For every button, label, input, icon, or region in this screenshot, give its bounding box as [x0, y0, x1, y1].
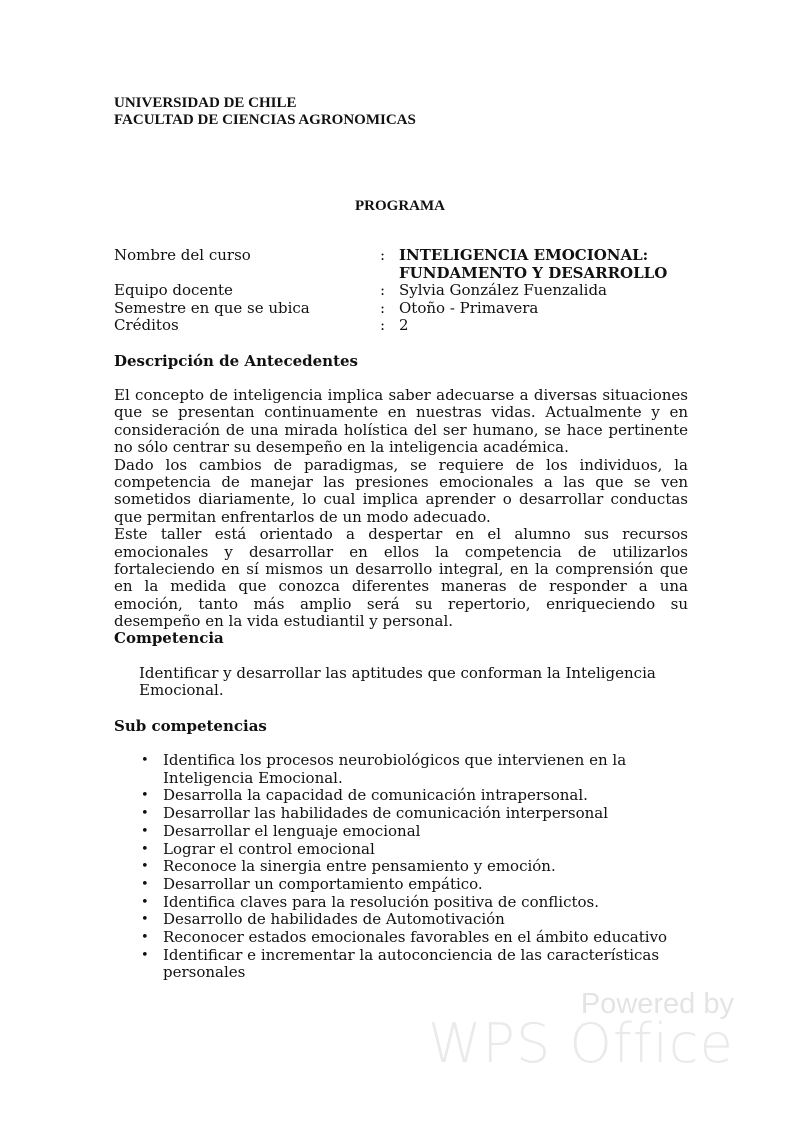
course-info-row: [114, 282, 699, 300]
list-item: • Identifica claves para la resolución positiva de conflictos.: [139, 894, 699, 912]
list-item: • Desarrollar un comportamiento empático.: [139, 876, 699, 894]
sub-competencias-heading: Sub competencias: [114, 717, 267, 735]
list-item: • Identificar e incrementar la autoconciencia de las características personales: [139, 947, 699, 982]
list-item: • Lograr el control emocional: [139, 841, 699, 859]
course-info-label: Equipo docente: [114, 281, 233, 299]
course-info-label: Nombre del curso: [114, 246, 251, 264]
faculty-name: FACULTAD DE CIENCIAS AGRONOMICAS: [114, 112, 416, 128]
description-paragraph: El concepto de inteligencia implica saber adecuarse a diversas situaciones que se presentan continuamente en nuestras vidas. Actualmente y en consideración de una mirada holística del ser humano, se hace pertinente no sólo centrar su desempeño en la inteligencia académica.: [114, 386, 688, 457]
course-name-line-2: FUNDAMENTO Y DESARROLLO: [399, 263, 668, 282]
course-info-value: Sylvia González Fuenzalida: [399, 281, 607, 299]
university-name: UNIVERSIDAD DE CHILE: [114, 95, 297, 111]
list-item: • Desarrolla la capacidad de comunicación intrapersonal.: [139, 787, 699, 805]
course-info-row: [114, 317, 699, 335]
description-heading: Descripción de Antecedentes: [114, 352, 358, 370]
description-paragraph: Este taller está orientado a despertar en el alumno sus recursos emocionales y desarrollar en ellos la competencia de utilizarlos fortaleciendo en sí mismos un desarrollo integral, en la comprensión que en la medida que conozca diferentes maneras de responder a una emoción, tanto más amplio será su repertorio, enriqueciendo su desempeño en la vida estudiantil y personal.: [114, 525, 688, 631]
course-info-value: 2: [399, 316, 409, 334]
list-item: • Desarrollar el lenguaje emocional: [139, 823, 699, 841]
watermark-brand: WPS Office: [428, 1012, 734, 1075]
course-info-colon: :: [380, 281, 386, 299]
wps-watermark: [428, 988, 738, 1078]
list-item: • Desarrollo de habilidades de Automotivación: [139, 911, 699, 929]
course-name-line-1: INTELIGENCIA EMOCIONAL:: [399, 246, 649, 264]
course-info-label: Créditos: [114, 316, 179, 334]
list-item: • Desarrollar las habilidades de comunicación interpersonal: [139, 805, 699, 823]
course-info-row: [114, 247, 699, 282]
watermark-powered-by: Powered by: [580, 988, 734, 1020]
course-info-value: Otoño - Primavera: [399, 298, 539, 317]
institution-header: [114, 95, 416, 129]
course-name-value: [399, 247, 699, 282]
sub-competencias-list: [139, 752, 699, 982]
course-info-row: [114, 300, 699, 318]
list-item: • Identifica los procesos neurobiológicos que intervienen en la Inteligencia Emocional.: [139, 752, 699, 787]
list-item: • Reconoce la sinergia entre pensamiento y emoción.: [139, 858, 699, 876]
description-body: [114, 387, 688, 631]
course-info-colon: :: [380, 246, 386, 264]
description-paragraph: Dado los cambios de paradigmas, se requiere de los individuos, la competencia de manejar las presiones emocionales a las que se ven sometidos diariamente, lo cual implica aprender o desarrollar conductas que permitan enfrentarlos de un modo adecuado.: [114, 455, 688, 526]
competencia-text: Identificar y desarrollar las aptitudes que conforman la Inteligencia Emocional.: [139, 664, 656, 700]
competencia-heading: Competencia: [114, 629, 224, 647]
page-title: PROGRAMA: [355, 198, 445, 214]
course-info-label: Semestre en que se ubica: [114, 298, 310, 317]
course-info-table: [114, 247, 699, 335]
course-info-colon: :: [380, 298, 386, 317]
list-item: • Reconocer estados emocionales favorables en el ámbito educativo: [139, 929, 699, 947]
course-info-colon: :: [380, 316, 386, 334]
